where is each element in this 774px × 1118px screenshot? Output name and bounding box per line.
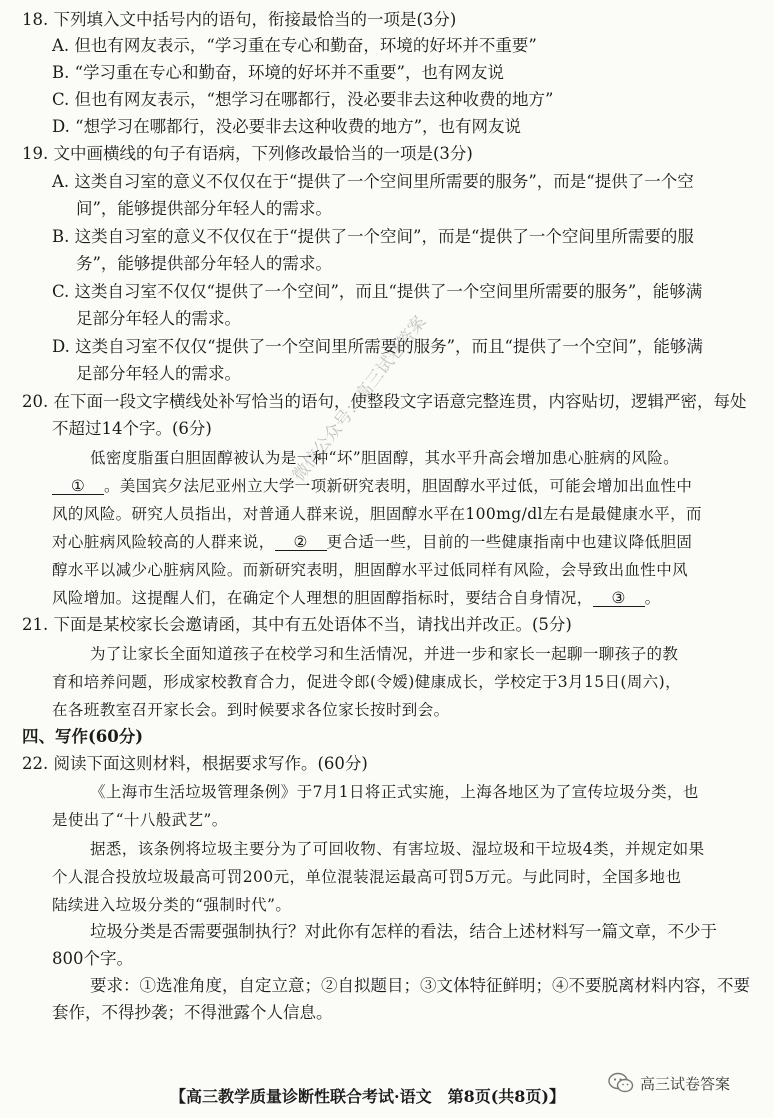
q19-option-b-line1: B. 这类自习室的意义不仅仅在于“提供了一个空间”，而是“提供了一个空间里所需要的服 xyxy=(52,227,694,246)
wechat-label: 高三试卷答案 xyxy=(640,1074,731,1093)
q19-stem: 19. 文中画横线的句子有语病，下列修改最恰当的一项是(3分) xyxy=(22,144,473,163)
q20-passage-text: 更合适一些，目前的一些健康指南中也建议降低胆固 xyxy=(326,533,693,551)
q21-stem: 21. 下面是某校家长会邀请函，其中有五处语体不当，请找出并改正。(5分) xyxy=(22,615,572,634)
q20-passage-line5: 醇水平以减少心脏病风险。而新研究表明，胆固醇水平过低同样有风险，会导致出血性中风 xyxy=(52,561,689,579)
q21-letter-line1: 为了让家长全面知道孩子在校学习和生活情况，并进一步和家长一起聊一聊孩子的教 xyxy=(90,645,679,663)
q22-material-line5: 陆续进入垃圾分类的“强制时代”。 xyxy=(52,896,292,914)
q22-material-line4: 个人混合投放垃圾最高可罚200元，单位混装混运最高可罚5万元。与此同时，全国多地也 xyxy=(52,868,682,886)
q21-letter-line3: 在各班教室召开家长会。到时候要求各位家长按时到会。 xyxy=(52,701,450,719)
q20-passage-line2 xyxy=(52,476,692,496)
q20-passage-text: 风险增加。这提醒人们，在确定个人理想的胆固醇指标时，要结合自身情况， xyxy=(52,589,593,607)
q20-blank-3[interactable]: ③ xyxy=(593,590,645,607)
q18-option-b: B. “学习重在专心和勤奋，环境的好坏并不重要”，也有网友说 xyxy=(52,63,504,82)
q19-option-b-line2: 务”，能够提供部分年轻人的需求。 xyxy=(76,254,332,273)
q19-option-d-line1: D. 这类自习室不仅仅“提供了一个空间里所需要的服务”，而且“提供了一个空间”，能够满 xyxy=(52,337,703,356)
q20-passage-line1: 低密度脂蛋白胆固醇被认为是一种“坏”胆固醇，其水平升高会增加患心脏病的风险。 xyxy=(90,449,680,467)
q18-stem: 18. 下列填入文中括号内的语句，衔接最恰当的一项是(3分) xyxy=(22,10,457,29)
q18-option-d: D. “想学习在哪都行，没必要非去这种收费的地方”，也有网友说 xyxy=(52,117,522,136)
q19-option-a-line1: A. 这类自习室的意义不仅仅在于“提供了一个空间里所需要的服务”，而是“提供了一个空 xyxy=(52,172,694,191)
q20-passage-text: 对心脏病风险较高的人群来说， xyxy=(52,533,275,551)
q22-material-line1: 《上海市生活垃圾管理条例》于7月1日将正式实施，上海各地区为了宣传垃圾分类，也 xyxy=(90,783,699,801)
section-writing-heading: 四、写作(60分) xyxy=(22,727,144,746)
q18-option-c: C. 但也有网友表示，“想学习在哪都行，没必要非去这种收费的地方” xyxy=(52,90,554,109)
q22-material-line2: 是使出了“十八般武艺”。 xyxy=(52,811,228,829)
q20-stem-line1: 20. 在下面一段文字横线处补写恰当的语句，使整段文字语意完整连贯，内容贴切，逻辑严密，每处 xyxy=(22,392,747,411)
q18-option-a: A. 但也有网友表示，“学习重在专心和勤奋，环境的好坏并不重要” xyxy=(52,36,537,55)
q20-blank-1[interactable]: ① xyxy=(52,478,104,495)
q22-material-line3: 据悉，该条例将垃圾主要分为了可回收物、有害垃圾、湿垃圾和干垃圾4类，并规定如果 xyxy=(90,840,705,858)
page-footer: 【高三教学质量诊断性联合考试·语文 第8页(共8页)】 xyxy=(170,1087,565,1106)
q20-passage-text: 。美国宾夕法尼亚州立大学一项新研究表明，胆固醇水平过低，可能会增加出血性中 xyxy=(104,477,693,495)
q22-requirements-line2: 套作，不得抄袭；不得泄露个人信息。 xyxy=(52,1003,333,1022)
q20-passage-line4 xyxy=(52,532,692,552)
q20-passage-text: 。 xyxy=(644,589,661,607)
q20-stem-line2: 不超过14个字。(6分) xyxy=(52,419,212,438)
q20-passage-line3: 风的风险。研究人员指出，对普通人群来说，胆固醇水平在100mg/dl左右是最健康水平，而 xyxy=(52,505,702,523)
q22-requirements-line1: 要求：①选准角度，自定立意；②自拟题目；③文体特征鲜明；④不要脱离材料内容，不要 xyxy=(90,976,750,995)
q20-passage-line6 xyxy=(52,588,661,608)
q20-blank-2[interactable]: ② xyxy=(275,534,327,551)
q19-option-c-line2: 足部分年轻人的需求。 xyxy=(76,309,241,328)
q22-task-line2: 800个字。 xyxy=(52,949,133,968)
watermark: 微信公众号：高三试卷答案 xyxy=(288,312,431,486)
wechat-badge xyxy=(608,1072,730,1094)
q21-letter-line2: 育和培养问题，形成家校教育合力，促进令郎(令嫒)健康成长，学校定于3月15日(周六)， xyxy=(52,673,681,691)
q19-option-a-line2: 间”，能够提供部分年轻人的需求。 xyxy=(76,199,332,218)
q19-option-c-line1: C. 这类自习室不仅仅“提供了一个空间”，而且“提供了一个空间里所需要的服务”，能够满 xyxy=(52,282,703,301)
q22-task-line1: 垃圾分类是否需要强制执行？对此你有怎样的看法，结合上述材料写一篇文章，不少于 xyxy=(90,922,717,941)
wechat-icon xyxy=(608,1072,634,1094)
q19-option-d-line2: 足部分年轻人的需求。 xyxy=(76,364,241,383)
q22-stem: 22. 阅读下面这则材料，根据要求写作。(60分) xyxy=(22,754,368,773)
